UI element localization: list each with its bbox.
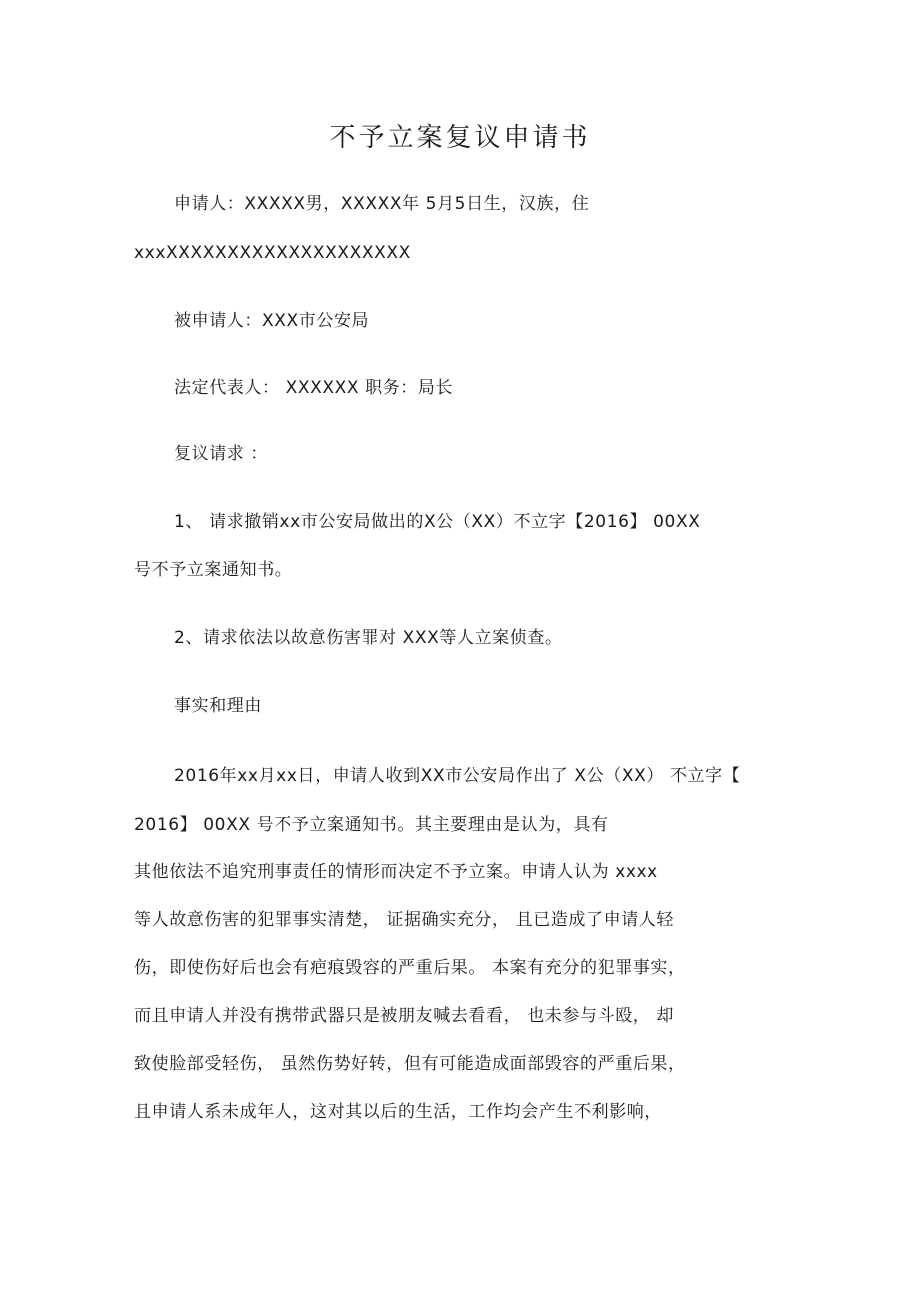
respondent-line: 被申请人：XXX市公安局 xyxy=(174,311,370,331)
facts-line: 且申请人系未成年人，这对其以后的生活，工作均会产生不利影响， xyxy=(134,1102,662,1122)
facts-line: 伤，即使伤好后也会有疤痕毁容的严重后果。 本案有充分的犯罪事实， xyxy=(134,958,686,978)
document-title: 不予立案复议申请书 xyxy=(329,123,591,153)
facts-line: 而且申请人并没有携带武器只是被朋友喊去看看， 也未参与斗殴， 却 xyxy=(134,1006,675,1026)
facts-heading: 事实和理由 xyxy=(174,696,262,716)
facts-line: 致使脸部受轻伤， 虽然伤势好转，但有可能造成面部毁容的严重后果， xyxy=(134,1054,686,1074)
applicant-line-2: xxxXXXXXXXXXXXXXXXXXXXX xyxy=(134,243,411,263)
request-2-line: 2、请求依法以故意伤害罪对 XXX等人立案侦查。 xyxy=(174,628,563,648)
facts-line: 2016】 00XX 号不予立案通知书。其主要理由是认为，具有 xyxy=(134,815,609,835)
facts-line: 其他依法不追究刑事责任的情形而决定不予立案。申请人认为 xxxx xyxy=(134,862,658,882)
request-1-line-2: 号不予立案通知书。 xyxy=(134,560,293,580)
facts-line: 2016年xx月xx日，申请人收到XX市公安局作出了 X公（XX） 不立字【 xyxy=(174,766,741,786)
legal-representative-line: 法定代表人： XXXXXX 职务：局长 xyxy=(174,378,454,398)
facts-line: 等人故意伤害的犯罪事实清楚， 证据确实充分， 且已造成了申请人轻 xyxy=(134,910,675,930)
request-1-line-1: 1、 请求撤销xx市公安局做出的X公（XX）不立字【2016】 00XX xyxy=(174,512,701,532)
applicant-line-1: 申请人：XXXXX男，XXXXX年 5月5日生，汉族，住 xyxy=(174,194,590,214)
request-heading: 复议请求 ： xyxy=(174,444,269,464)
